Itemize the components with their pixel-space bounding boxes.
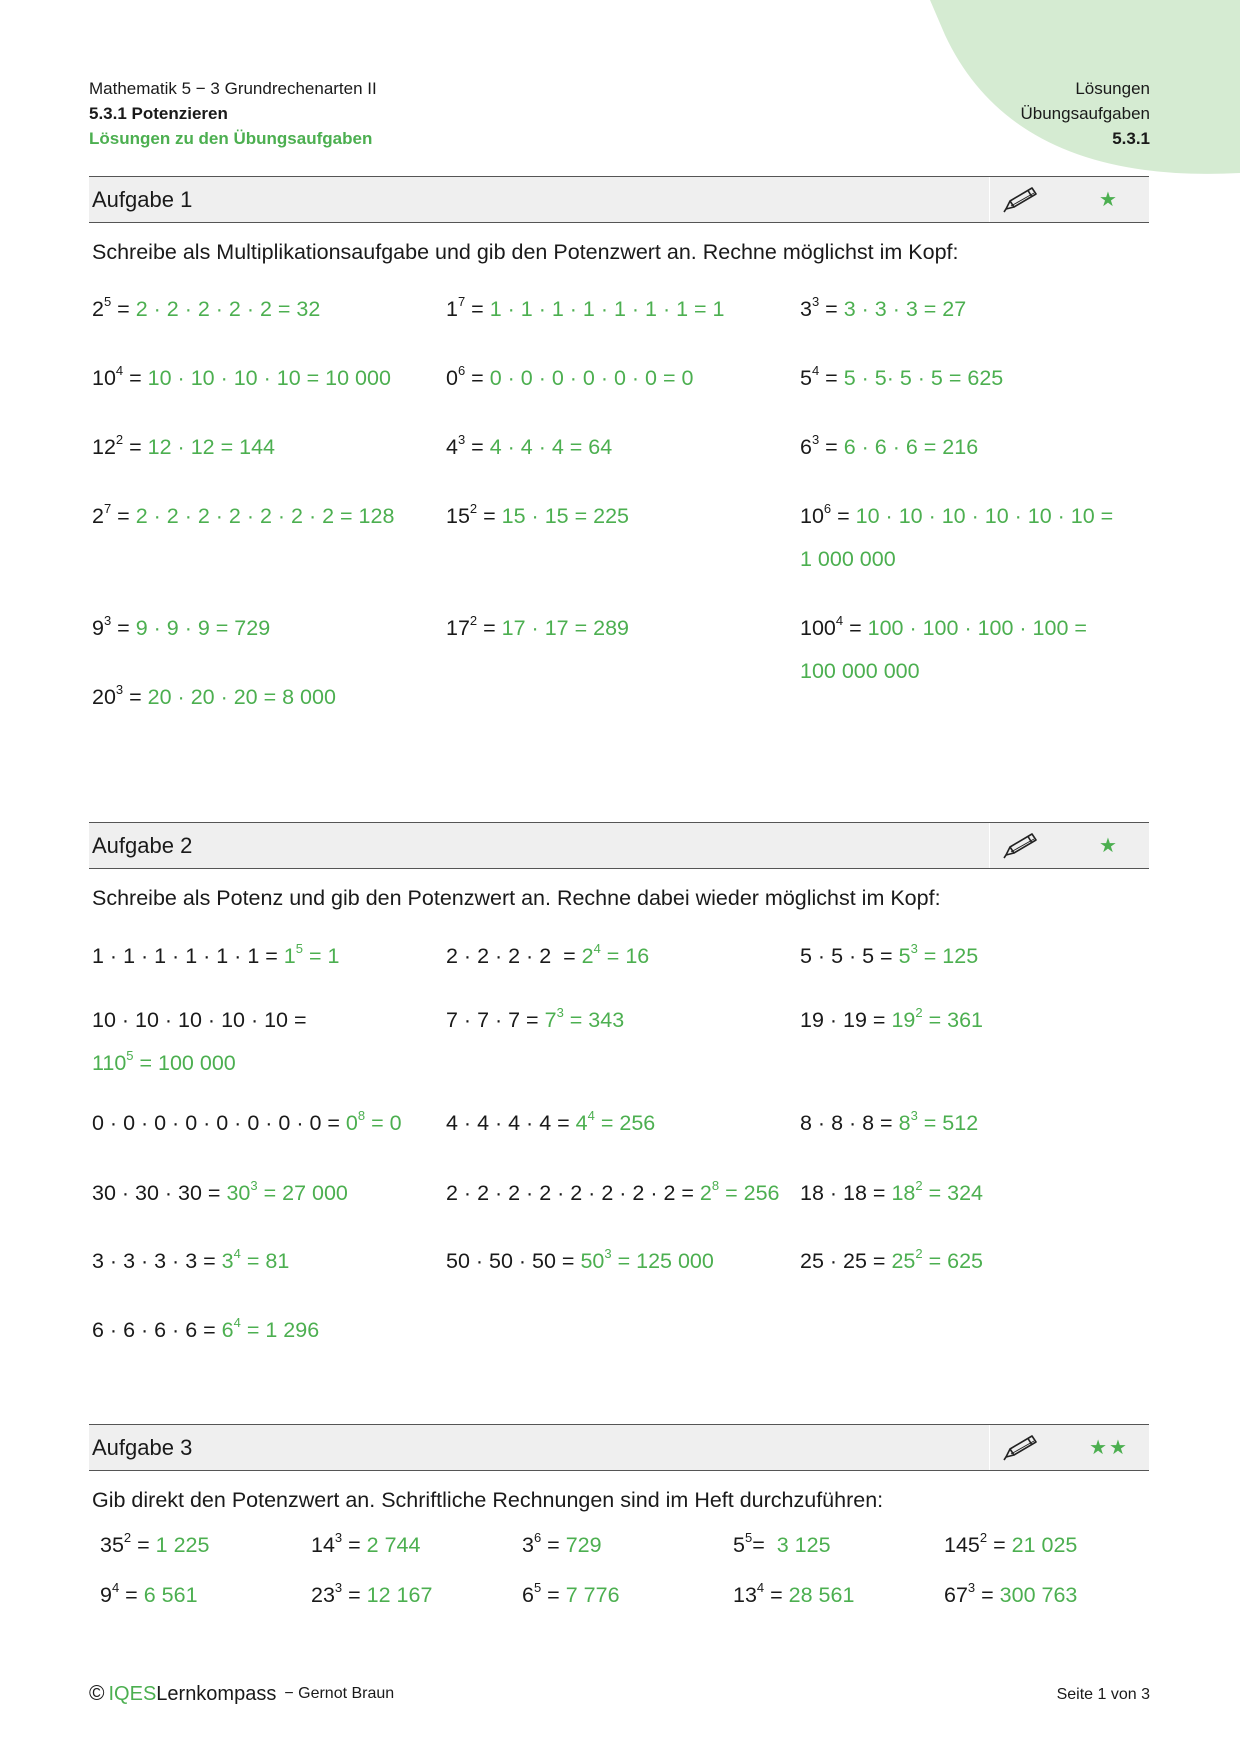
exercise-item	[522, 1574, 620, 1617]
power	[898, 1107, 918, 1135]
power-base: 5	[800, 366, 812, 390]
answer: 6 561	[143, 1583, 198, 1607]
equals: =	[465, 366, 490, 390]
exercise-item	[800, 495, 1113, 581]
power-value: = 125	[917, 944, 979, 968]
task-header-3	[89, 1424, 1149, 1471]
exercise-item	[733, 1524, 831, 1567]
equals: =	[111, 616, 136, 640]
power	[522, 1529, 542, 1557]
answer: 1 · 1 · 1 · 1 · 1 · 1 · 1 = 1	[489, 297, 725, 321]
header-right	[1020, 76, 1150, 151]
power	[522, 1579, 542, 1607]
equals: =	[752, 1533, 777, 1557]
answer: 729	[565, 1533, 602, 1557]
power	[580, 1245, 612, 1273]
power-exponent: 2	[915, 1177, 923, 1193]
brand-iqes: IQES	[108, 1682, 157, 1705]
difficulty-stars: ★	[1099, 189, 1119, 211]
power-base: 3	[221, 1249, 234, 1273]
exercise-item	[446, 288, 725, 331]
power-base: 5	[733, 1533, 745, 1557]
power-value: = 16	[600, 944, 650, 968]
power-base: 12	[92, 435, 116, 459]
exercise-item	[92, 495, 394, 538]
power-exponent: 4	[593, 940, 601, 956]
answer: 5 · 5· 5 · 5 = 625	[843, 366, 1004, 390]
exercise-item	[446, 495, 629, 538]
power-base: 4	[446, 435, 458, 459]
power	[92, 431, 124, 459]
power	[800, 431, 820, 459]
copyright-icon: ©	[89, 1682, 105, 1705]
power-base: 2	[92, 504, 104, 528]
power-exponent: 5	[126, 1047, 134, 1063]
answer: 2 · 2 · 2 · 2 · 2 = 32	[135, 297, 321, 321]
power	[221, 1314, 241, 1342]
pencil-icon	[1001, 1433, 1041, 1466]
equals: =	[819, 435, 844, 459]
power	[891, 1245, 923, 1273]
power-base: 5	[898, 944, 911, 968]
exercise-item	[800, 999, 983, 1042]
answer: 3 125	[776, 1533, 831, 1557]
product: 10 · 10 · 10 · 10 · 10 =	[92, 1008, 307, 1032]
exercise-item	[92, 288, 320, 331]
power	[898, 940, 918, 968]
power-value: = 256	[594, 1111, 656, 1135]
equals: =	[123, 685, 148, 709]
power	[446, 293, 466, 321]
exercise-item	[92, 357, 391, 400]
answer: 12 167	[366, 1583, 433, 1607]
task-title: Aufgabe 3	[92, 1435, 193, 1460]
power-base: 20	[92, 685, 116, 709]
exercise-item	[311, 1574, 432, 1617]
equals: =	[119, 1583, 144, 1607]
power	[800, 612, 844, 640]
power	[92, 500, 112, 528]
equals: =	[987, 1533, 1012, 1557]
power	[92, 612, 112, 640]
power-exponent: 2	[915, 1245, 923, 1261]
power	[544, 1004, 564, 1032]
power-base: 23	[311, 1583, 335, 1607]
power-value: = 1 296	[240, 1318, 320, 1342]
difficulty-stars: ★	[1099, 835, 1119, 857]
power-exponent: 2	[469, 612, 478, 628]
exercise-item	[522, 1524, 602, 1567]
task-instruction: Gib direkt den Potenzwert an. Schriftliche Rechnungen sind im Heft durchzuführen:	[92, 1488, 884, 1512]
power-exponent: 3	[910, 940, 918, 956]
task-header-1	[89, 176, 1149, 223]
answer: 2 · 2 · 2 · 2 · 2 · 2 · 2 = 128	[135, 504, 395, 528]
answer: 100 · 100 · 100 · 100 =	[867, 616, 1087, 640]
power-exponent: 7	[457, 293, 466, 309]
exercise-item	[92, 607, 270, 650]
topic-line: 5.3.1 Potenzieren	[89, 104, 228, 123]
power-exponent: 6	[457, 362, 466, 378]
power-value: = 125 000	[611, 1249, 714, 1273]
power	[100, 1579, 120, 1607]
power-exponent: 4	[233, 1314, 241, 1330]
power	[944, 1529, 988, 1557]
divider	[989, 177, 990, 222]
power-exponent: 4	[835, 612, 844, 628]
power-base: 8	[898, 1111, 911, 1135]
power-exponent: 6	[823, 500, 832, 516]
power	[283, 940, 303, 968]
power-value: = 625	[922, 1249, 983, 1273]
power	[311, 1529, 343, 1557]
power-base: 15	[446, 504, 470, 528]
equals: =	[342, 1533, 367, 1557]
doc-number: 5.3.1	[1112, 129, 1150, 148]
power	[221, 1245, 241, 1273]
power	[446, 362, 466, 390]
equals: =	[541, 1533, 566, 1557]
equals: =	[477, 504, 502, 528]
power-base: 6	[522, 1583, 534, 1607]
power-base: 9	[92, 616, 104, 640]
product: 6 · 6 · 6 · 6 =	[92, 1318, 222, 1342]
power-value: = 0	[365, 1111, 402, 1135]
power-base: 19	[891, 1008, 916, 1032]
power	[800, 362, 820, 390]
answer: 20 · 20 · 20 = 8 000	[147, 685, 336, 709]
power	[733, 1529, 753, 1557]
answer: 9 · 9 · 9 = 729	[135, 616, 271, 640]
power-base: 0	[446, 366, 458, 390]
power-exponent: 8	[711, 1177, 720, 1193]
answer: 2 744	[366, 1533, 421, 1557]
power-value: = 256	[719, 1181, 780, 1205]
exercise-item	[800, 1240, 983, 1283]
exercise-item	[446, 999, 624, 1042]
power-exponent: 4	[756, 1579, 765, 1595]
exercise-item	[92, 1172, 348, 1215]
exercise-item	[92, 676, 336, 719]
exercise-item	[92, 1102, 402, 1145]
divider	[989, 1425, 990, 1470]
power-exponent: 5	[744, 1529, 753, 1545]
exercise-item	[92, 1240, 289, 1283]
power-base: 14	[311, 1533, 335, 1557]
equals: =	[111, 504, 136, 528]
product: 50 · 50 · 50 =	[446, 1249, 581, 1273]
answer: 0 · 0 · 0 · 0 · 0 · 0 = 0	[489, 366, 694, 390]
power	[311, 1579, 343, 1607]
answer: 21 025	[1011, 1533, 1078, 1557]
power-base: 25	[891, 1249, 916, 1273]
power-exponent: 5	[103, 293, 112, 309]
task-instruction: Schreibe als Multiplikationsaufgabe und gib den Potenzwert an. Rechne möglichst im Kopf:	[92, 240, 959, 264]
divider	[989, 823, 990, 868]
power-base: 3	[800, 297, 812, 321]
power-value: = 361	[922, 1008, 983, 1032]
equals: =	[123, 435, 148, 459]
product: 4 · 4 · 4 · 4 =	[446, 1111, 576, 1135]
power-base: 30	[226, 1181, 251, 1205]
exercise-item	[100, 1574, 198, 1617]
subject-line: Mathematik 5 − 3 Grundrechenarten II	[89, 79, 377, 98]
answer: 12 · 12 = 144	[147, 435, 275, 459]
answer: 6 · 6 · 6 = 216	[843, 435, 979, 459]
pencil-icon	[1001, 831, 1041, 864]
power-base: 35	[100, 1533, 124, 1557]
power	[92, 362, 124, 390]
power-base: 50	[580, 1249, 605, 1273]
power	[345, 1107, 366, 1135]
doc-type: Lösungen	[1075, 79, 1150, 98]
exercise-item	[311, 1524, 420, 1567]
power-base: 145	[944, 1533, 980, 1557]
power-exponent: 2	[979, 1529, 988, 1545]
power-base: 110	[92, 1051, 127, 1075]
answer: 3 · 3 · 3 = 27	[843, 297, 967, 321]
equals: =	[111, 297, 136, 321]
answer: 15 · 15 = 225	[501, 504, 629, 528]
equals: =	[541, 1583, 566, 1607]
brand-lernkompass: Lernkompass	[156, 1682, 277, 1705]
power-base: 1	[446, 297, 458, 321]
power	[446, 500, 478, 528]
power-exponent: 3	[334, 1579, 343, 1595]
power-exponent: 4	[233, 1245, 241, 1261]
product: 30 · 30 · 30 =	[92, 1181, 227, 1205]
power-exponent: 3	[250, 1177, 258, 1193]
exercise-item	[800, 288, 966, 331]
answer: 1 225	[155, 1533, 210, 1557]
header-left	[89, 76, 377, 151]
power	[446, 431, 466, 459]
power-exponent: 6	[533, 1529, 542, 1545]
power	[891, 1177, 923, 1205]
answer: 7 776	[565, 1583, 620, 1607]
power	[92, 293, 112, 321]
equals: =	[819, 366, 844, 390]
power-exponent: 3	[910, 1107, 918, 1123]
power-exponent: 2	[123, 1529, 132, 1545]
exercise-item	[800, 1102, 978, 1145]
answer-continued: 1 000 000	[800, 547, 896, 571]
power-value: = 100 000	[133, 1051, 236, 1075]
power-exponent: 7	[103, 500, 112, 516]
power	[575, 1107, 595, 1135]
exercise-item	[800, 1172, 983, 1215]
exercise-item	[100, 1524, 209, 1567]
equals: =	[764, 1583, 789, 1607]
equals: =	[975, 1583, 1000, 1607]
power-value: = 27 000	[257, 1181, 348, 1205]
power-base: 10	[800, 504, 824, 528]
power-base: 9	[100, 1583, 112, 1607]
exercise-item	[92, 935, 339, 978]
power	[891, 1004, 923, 1032]
power-base: 17	[446, 616, 470, 640]
exercise-item	[92, 426, 275, 469]
power-exponent: 3	[967, 1579, 976, 1595]
power-value: = 1	[302, 944, 340, 968]
answer: 28 561	[788, 1583, 855, 1607]
footer-brand	[89, 1682, 394, 1706]
exercise-item	[446, 607, 629, 650]
exercise-item	[446, 935, 649, 978]
power-value: = 81	[240, 1249, 290, 1273]
answer: 4 · 4 · 4 = 64	[489, 435, 613, 459]
power-base: 67	[944, 1583, 968, 1607]
power-exponent: 3	[103, 612, 112, 628]
subtitle-line: Lösungen zu den Übungsaufgaben	[89, 129, 373, 148]
product: 8 · 8 · 8 =	[800, 1111, 899, 1135]
equals: =	[465, 435, 490, 459]
power-exponent: 4	[811, 362, 820, 378]
power	[581, 940, 601, 968]
answer: 10 · 10 · 10 · 10 = 10 000	[147, 366, 391, 390]
author: − Gernot Braun	[284, 1685, 395, 1702]
power	[800, 500, 832, 528]
power-exponent: 3	[811, 293, 820, 309]
power-exponent: 2	[469, 500, 478, 516]
power-value: = 512	[917, 1111, 979, 1135]
exercise-item	[446, 1172, 779, 1215]
product: 3 · 3 · 3 · 3 =	[92, 1249, 222, 1273]
exercise-item	[800, 426, 978, 469]
exercise-item	[733, 1574, 854, 1617]
power-exponent: 3	[811, 431, 820, 447]
exercise-item	[446, 1102, 655, 1145]
page-number: Seite 1 von 3	[1056, 1686, 1150, 1703]
power-base: 2	[581, 944, 594, 968]
power-exponent: 3	[334, 1529, 343, 1545]
task-title: Aufgabe 2	[92, 833, 193, 858]
product: 5 · 5 · 5 =	[800, 944, 899, 968]
power-exponent: 4	[115, 362, 124, 378]
power-exponent: 4	[111, 1579, 120, 1595]
power-base: 18	[891, 1181, 916, 1205]
power-base: 2	[699, 1181, 712, 1205]
exercise-item	[800, 607, 1087, 693]
power	[944, 1579, 976, 1607]
doc-kind: Übungsaufgaben	[1020, 104, 1150, 123]
power	[226, 1177, 258, 1205]
exercise-item	[800, 357, 1003, 400]
task-instruction: Schreibe als Potenz und gib den Potenzwert an. Rechne dabei wieder möglichst im Kopf:	[92, 886, 941, 910]
equals: =	[843, 616, 868, 640]
power-exponent: 8	[357, 1107, 366, 1123]
power-exponent: 3	[604, 1245, 612, 1261]
exercise-item	[446, 426, 612, 469]
power-base: 6	[221, 1318, 234, 1342]
power-base: 2	[92, 297, 104, 321]
power-exponent: 3	[556, 1004, 564, 1020]
power-base: 7	[544, 1008, 557, 1032]
answer: 10 · 10 · 10 · 10 · 10 · 10 =	[855, 504, 1114, 528]
product: 2 · 2 · 2 · 2 · 2 · 2 · 2 · 2 =	[446, 1181, 700, 1205]
equals: =	[123, 366, 148, 390]
exercise-item	[944, 1574, 1077, 1617]
power-exponent: 5	[295, 940, 303, 956]
power-exponent: 5	[533, 1579, 542, 1595]
power-base: 100	[800, 616, 836, 640]
equals: =	[342, 1583, 367, 1607]
power-base: 13	[733, 1583, 757, 1607]
equals: =	[465, 297, 490, 321]
power-exponent: 3	[457, 431, 466, 447]
power-exponent: 3	[115, 681, 124, 697]
power	[446, 612, 478, 640]
product: 25 · 25 =	[800, 1249, 892, 1273]
power-exponent: 4	[587, 1107, 595, 1123]
power-base: 10	[92, 366, 116, 390]
power-value: = 324	[922, 1181, 983, 1205]
power	[733, 1579, 765, 1607]
power-value: = 343	[563, 1008, 625, 1032]
answer-continued: 100 000 000	[800, 659, 920, 683]
exercise-item	[944, 1524, 1077, 1567]
power-base: 0	[345, 1111, 358, 1135]
power-base: 1	[283, 944, 296, 968]
answer: 17 · 17 = 289	[501, 616, 629, 640]
task-title: Aufgabe 1	[92, 187, 193, 212]
power-base: 3	[522, 1533, 534, 1557]
exercise-item	[92, 1309, 319, 1352]
product: 7 · 7 · 7 =	[446, 1008, 545, 1032]
power	[699, 1177, 720, 1205]
power-base: 4	[575, 1111, 588, 1135]
power	[92, 1047, 134, 1075]
equals: =	[131, 1533, 156, 1557]
pencil-icon	[1001, 185, 1041, 218]
exercise-item	[446, 1240, 714, 1283]
exercise-item	[446, 357, 693, 400]
power-exponent: 2	[115, 431, 124, 447]
power	[100, 1529, 132, 1557]
equals: =	[831, 504, 856, 528]
product: 0 · 0 · 0 · 0 · 0 · 0 · 0 · 0 =	[92, 1111, 346, 1135]
task-header-2	[89, 822, 1149, 869]
difficulty-stars: ★★	[1089, 1437, 1129, 1459]
product: 18 · 18 =	[800, 1181, 892, 1205]
power	[800, 293, 820, 321]
exercise-item	[800, 935, 978, 978]
power-base: 6	[800, 435, 812, 459]
exercise-item	[92, 999, 307, 1085]
power-exponent: 2	[915, 1004, 923, 1020]
equals: =	[477, 616, 502, 640]
answer: 300 763	[999, 1583, 1078, 1607]
product: 19 · 19 =	[800, 1008, 892, 1032]
power	[92, 681, 124, 709]
product: 1 · 1 · 1 · 1 · 1 · 1 =	[92, 944, 284, 968]
equals: =	[819, 297, 844, 321]
product: 2 · 2 · 2 · 2 =	[446, 944, 582, 968]
